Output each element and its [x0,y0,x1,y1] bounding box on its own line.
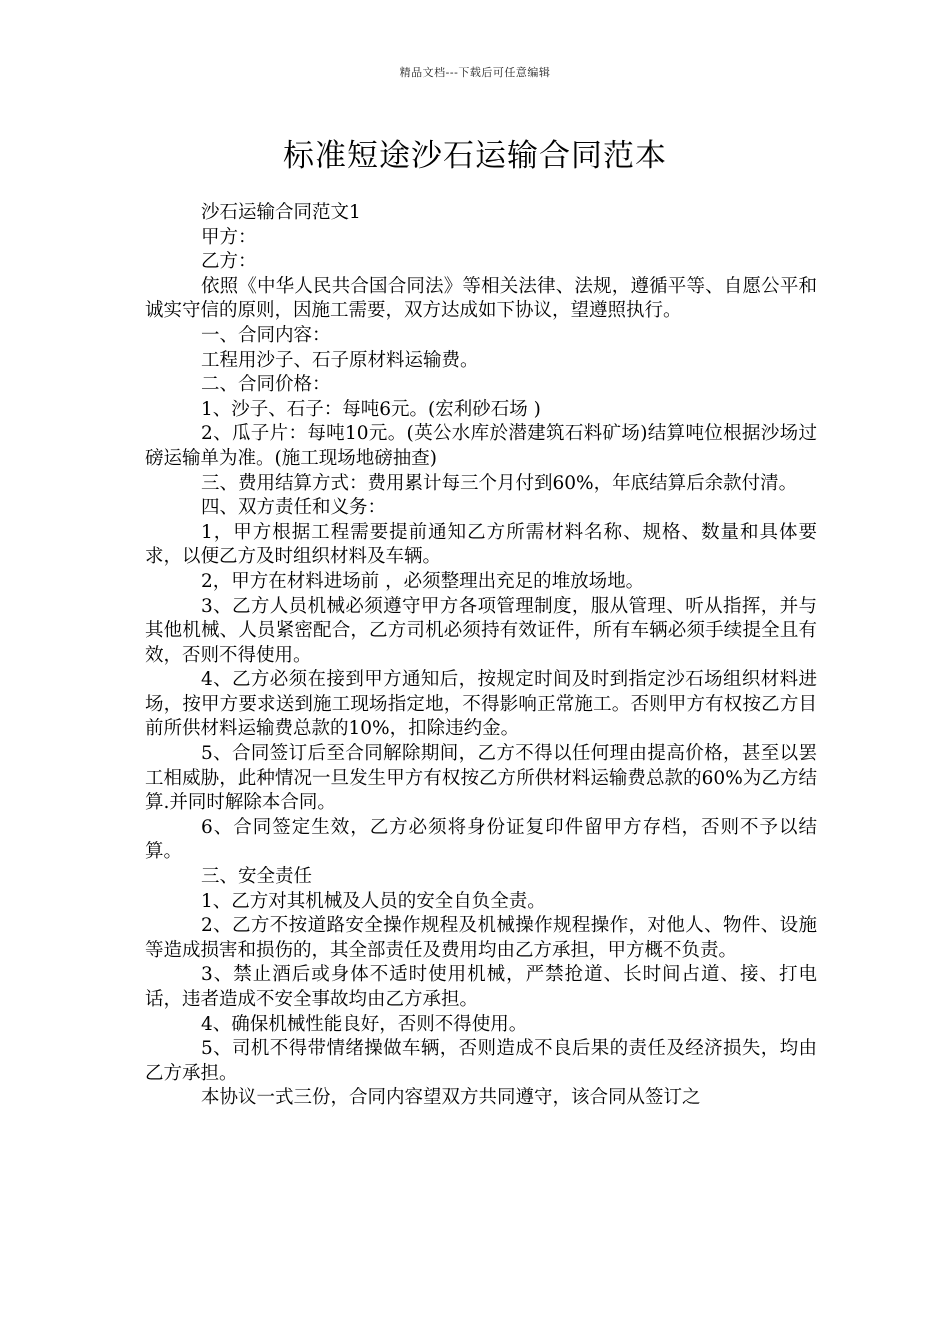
paragraph: 沙石运输合同范文1 [201,202,361,223]
paragraph: 2、瓜子片：每吨10元。(英公水库於潜建筑石料矿场)结算吨位根据沙场过磅运输单为准。(施工现场地磅抽查) [145,423,817,469]
paragraph: 2，甲方在材料进场前 ，必须整理出充足的堆放场地。 [201,570,645,592]
paragraph: 四、双方责任和义务： [201,497,387,519]
paragraph: 甲方： [201,226,257,248]
paragraph: 5、合同签订后至合同解除期间，乙方不得以任何理由提高价格，甚至以罢工相威胁，此种情况一旦发生甲方有权按乙方所供材料运输费总款的60%为乙方结算.并同时解除本合同。 [145,743,817,814]
document-body [145,201,817,1111]
paragraph: 4、乙方必须在接到甲方通知后，按规定时间及时到指定沙石场组织材料进场，按甲方要求送到施工现场指定地，不得影响正常施工。否则甲方有权按乙方目前所供材料运输费总款的10%，扣除违约金。 [145,669,817,740]
paragraph: 5、司机不得带情绪操做车辆，否则造成不良后果的责任及经济损失，均由乙方承担。 [145,1038,817,1084]
paragraph: 二、合同价格： [201,374,331,396]
paragraph: 一、合同内容： [201,324,331,346]
paragraph: 乙方： [201,251,257,273]
paragraph: 3、乙方人员机械必须遵守甲方各项管理制度，服从管理、听从指挥，并与其他机械、人员紧密配合，乙方司机必须持有效证件，所有车辆必须手续提全且有效，否则不得使用。 [145,595,817,666]
paragraph: 2、乙方不按道路安全操作规程及机械操作规程操作，对他人、物件、设施等造成损害和损伤的，其全部责任及费用均由乙方承担，甲方概不负责。 [145,915,817,961]
page-header: 精品文档---下载后可任意编辑 [399,66,551,79]
paragraph: 依照《中华人民共合国合同法》等相关法律、法规，遵循平等、自愿公平和诚实守信的原则，因施工需要，双方达成如下协议，望遵照执行。 [145,275,817,322]
document-title: 标准短途沙石运输合同范本 [283,138,667,174]
paragraph: 1、沙子、石子：每吨6元。(宏利砂石场 ) [201,398,541,420]
paragraph: 4、确保机械性能良好，否则不得使用。 [201,1013,528,1035]
paragraph: 1、乙方对其机械及人员的安全自负全责。 [201,890,546,912]
paragraph: 6、合同签定生效，乙方必须将身份证复印件留甲方存档，否则不予以结算。 [145,816,817,863]
paragraph: 工程用沙子、石子原材料运输费。 [201,349,479,371]
paragraph: 1，甲方根据工程需要提前通知乙方所需材料名称、规格、数量和具体要求，以便乙方及时组织材料及车辆。 [145,521,817,568]
paragraph: 三、费用结算方式：费用累计每三个月付到60%，年底结算后余款付清。 [201,472,798,494]
paragraph: 三、安全责任 [201,866,313,888]
paragraph: 本协议一式三份，合同内容望双方共同遵守，该合同从签订之 [201,1087,701,1109]
paragraph: 3、禁止酒后或身体不适时使用机械，严禁抢道、长时间占道、接、打电话，违者造成不安全事故均由乙方承担。 [145,964,817,1010]
